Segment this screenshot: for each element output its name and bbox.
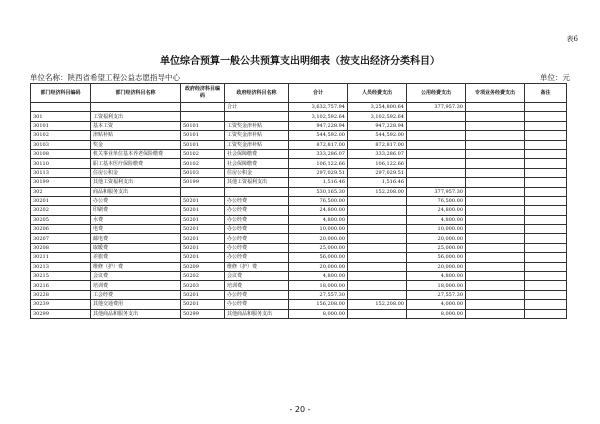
public-cell: 25,000.00 (407, 243, 466, 252)
dept-name-cell: 印刷费 (91, 206, 181, 215)
dept-name-cell: 机关事业单位基本养老保险缴费 (91, 149, 181, 158)
dept-code-cell: 30216 (31, 281, 91, 290)
personnel-cell (348, 253, 407, 262)
dept-code-cell: 30108 (31, 149, 91, 158)
total-cell: 1,516.46 (289, 178, 348, 187)
personnel-cell (348, 206, 407, 215)
dept-code-cell: 30228 (31, 290, 91, 299)
remarks-cell (525, 272, 567, 281)
gov-name-cell (225, 112, 289, 121)
public-cell: 20,000.00 (407, 262, 466, 271)
total-cell: 4,800.00 (289, 215, 348, 224)
personnel-cell (348, 243, 407, 252)
remarks-cell (525, 300, 567, 309)
table-header-row (31, 84, 567, 103)
project-cell (466, 215, 525, 224)
total-cell: 297,029.51 (289, 168, 348, 177)
remarks-cell (525, 121, 567, 130)
dept-name-cell: 奖金 (91, 140, 181, 149)
table-row (31, 168, 567, 177)
table-number-tag: 表6 (566, 35, 578, 43)
col-dept-name-header: 部门经济科目名称 (91, 84, 181, 103)
personnel-cell (348, 215, 407, 224)
personnel-cell: 333,286.07 (348, 149, 407, 158)
dept-code-cell: 30101 (31, 121, 91, 130)
total-cell: 3,632,757.94 (289, 103, 348, 112)
remarks-cell (525, 112, 567, 121)
dept-name-cell: 维修（护）费 (91, 262, 181, 271)
personnel-cell: 872,817.00 (348, 140, 407, 149)
gov-name-cell: 办公经费 (225, 225, 289, 234)
gov-code-cell: 50201 (181, 243, 225, 252)
personnel-cell: 1,516.46 (348, 178, 407, 187)
project-cell (466, 159, 525, 168)
gov-name-cell: 社会保障缴费 (225, 149, 289, 158)
gov-code-cell: 50201 (181, 300, 225, 309)
project-cell (466, 206, 525, 215)
public-cell: 377,957.30 (407, 187, 466, 196)
public-cell (407, 168, 466, 177)
col-project-header: 专项业务经费支出 (466, 84, 525, 103)
gov-code-cell: 50203 (181, 281, 225, 290)
total-cell: 76,500.00 (289, 196, 348, 205)
table-row (31, 178, 567, 187)
remarks-cell (525, 253, 567, 262)
table-row (31, 243, 567, 252)
personnel-cell (348, 290, 407, 299)
col-personnel-header: 人员经费支出 (348, 84, 407, 103)
gov-name-cell: 办公经费 (225, 253, 289, 262)
project-cell (466, 121, 525, 130)
remarks-cell (525, 262, 567, 271)
gov-code-cell: 50201 (181, 196, 225, 205)
project-cell (466, 243, 525, 252)
currency-unit-label: 单位：元 (540, 73, 570, 82)
project-cell (466, 149, 525, 158)
project-cell (466, 140, 525, 149)
public-cell: 20,000.00 (407, 234, 466, 243)
project-cell (466, 290, 525, 299)
dept-code-cell: 30201 (31, 196, 91, 205)
total-cell: 25,000.00 (289, 243, 348, 252)
col-public-header: 公用经费支出 (407, 84, 466, 103)
gov-code-cell: 50201 (181, 290, 225, 299)
total-cell: 56,000.00 (289, 253, 348, 262)
public-cell: 4,000.00 (407, 300, 466, 309)
dept-name-cell: 取暖费 (91, 243, 181, 252)
table-row (31, 234, 567, 243)
gov-code-cell: 50209 (181, 262, 225, 271)
gov-code-cell: 50201 (181, 206, 225, 215)
table-row (31, 253, 567, 262)
page-number: - 20 - (289, 405, 311, 414)
project-cell (466, 272, 525, 281)
gov-name-cell (225, 187, 289, 196)
remarks-cell (525, 243, 567, 252)
project-cell (466, 112, 525, 121)
project-cell (466, 103, 525, 112)
dept-code-cell: 302 (31, 187, 91, 196)
remarks-cell (525, 187, 567, 196)
gov-name-cell: 住房公积金 (225, 168, 289, 177)
unit-name-label: 单位名称：陕西省希望工程公益志愿指导中心 (30, 73, 180, 82)
col-gov-name-header: 政府经济科目名称 (225, 84, 289, 103)
gov-code-cell: 50199 (181, 178, 225, 187)
col-total-header: 合计 (289, 84, 348, 103)
gov-name-cell: 工资奖金津补贴 (225, 131, 289, 140)
dept-name-cell: 培训费 (91, 281, 181, 290)
gov-code-cell: 50201 (181, 225, 225, 234)
gov-code-cell: 50102 (181, 159, 225, 168)
dept-name-cell: 工会经费 (91, 290, 181, 299)
personnel-cell: 152,208.00 (348, 300, 407, 309)
total-cell: 20,000.00 (289, 234, 348, 243)
dept-code-cell: 30206 (31, 225, 91, 234)
project-cell (466, 262, 525, 271)
total-cell: 10,000.00 (289, 225, 348, 234)
dept-name-cell: 会议费 (91, 272, 181, 281)
gov-code-cell: 50299 (181, 309, 225, 318)
remarks-cell (525, 215, 567, 224)
remarks-cell (525, 234, 567, 243)
gov-name-cell: 办公经费 (225, 243, 289, 252)
remarks-cell (525, 149, 567, 158)
dept-code-cell: 30199 (31, 178, 91, 187)
table-row (31, 121, 567, 130)
personnel-cell (348, 309, 407, 318)
table-row (31, 140, 567, 149)
personnel-cell (348, 272, 407, 281)
project-cell (466, 234, 525, 243)
total-cell: 24,800.00 (289, 206, 348, 215)
table-row (31, 112, 567, 121)
dept-code-cell: 30103 (31, 140, 91, 149)
dept-code-cell: 30102 (31, 131, 91, 140)
total-cell: 4,800.00 (289, 272, 348, 281)
gov-name-cell: 办公经费 (225, 196, 289, 205)
public-cell (407, 149, 466, 158)
dept-name-cell: 办公费 (91, 196, 181, 205)
table-row (31, 206, 567, 215)
gov-name-cell: 其他工资福利支出 (225, 178, 289, 187)
project-cell (466, 196, 525, 205)
dept-code-cell: 30208 (31, 243, 91, 252)
personnel-cell (348, 234, 407, 243)
dept-code-cell: 30239 (31, 300, 91, 309)
dept-code-cell (31, 103, 91, 112)
project-cell (466, 178, 525, 187)
personnel-cell: 3,102,592.64 (348, 112, 407, 121)
public-cell: 56,000.00 (407, 253, 466, 262)
total-cell: 333,286.07 (289, 149, 348, 158)
personnel-cell: 297,029.51 (348, 168, 407, 177)
personnel-cell (348, 281, 407, 290)
gov-name-cell: 社会保障缴费 (225, 159, 289, 168)
dept-code-cell: 30215 (31, 272, 91, 281)
public-cell: 27,557.30 (407, 290, 466, 299)
dept-code-cell: 30110 (31, 159, 91, 168)
project-cell (466, 187, 525, 196)
public-cell: 24,800.00 (407, 206, 466, 215)
personnel-cell: 152,208.00 (348, 187, 407, 196)
table-row (31, 103, 567, 112)
personnel-cell (348, 196, 407, 205)
total-cell: 106,122.66 (289, 159, 348, 168)
project-cell (466, 168, 525, 177)
public-cell (407, 159, 466, 168)
dept-name-cell: 津贴补贴 (91, 131, 181, 140)
gov-name-cell: 工资奖金津补贴 (225, 121, 289, 130)
remarks-cell (525, 168, 567, 177)
gov-name-cell: 办公经费 (225, 206, 289, 215)
gov-code-cell: 50101 (181, 131, 225, 140)
table-row (31, 187, 567, 196)
public-cell (407, 178, 466, 187)
gov-code-cell: 50101 (181, 140, 225, 149)
col-gov-code-header: 政府经济科目编码 (181, 84, 225, 103)
table-row (31, 281, 567, 290)
dept-name-cell (91, 103, 181, 112)
public-cell (407, 112, 466, 121)
dept-name-cell: 职工基本医疗保险缴费 (91, 159, 181, 168)
total-cell: 544,592.00 (289, 131, 348, 140)
dept-name-cell: 其他商品和服务支出 (91, 309, 181, 318)
dept-name-cell: 差旅费 (91, 253, 181, 262)
dept-code-cell: 30113 (31, 168, 91, 177)
personnel-cell: 947,228.94 (348, 121, 407, 130)
dept-name-cell: 邮电费 (91, 234, 181, 243)
remarks-cell (525, 206, 567, 215)
remarks-cell (525, 159, 567, 168)
total-cell: 156,208.00 (289, 300, 348, 309)
public-cell: 18,000.00 (407, 281, 466, 290)
project-cell (466, 281, 525, 290)
public-cell (407, 131, 466, 140)
gov-name-cell: 会议费 (225, 272, 289, 281)
project-cell (466, 131, 525, 140)
dept-code-cell: 30211 (31, 253, 91, 262)
public-cell: 8,000.00 (407, 309, 466, 318)
table-row (31, 272, 567, 281)
dept-name-cell: 其他工资福利支出 (91, 178, 181, 187)
col-dept-code-header: 部门经济科目编码 (31, 84, 91, 103)
dept-name-cell: 工资福利支出 (91, 112, 181, 121)
table-row (31, 159, 567, 168)
table-row (31, 309, 567, 318)
public-cell (407, 121, 466, 130)
gov-code-cell: 50101 (181, 121, 225, 130)
dept-code-cell: 301 (31, 112, 91, 121)
page-title: 单位综合预算一般公共预算支出明细表（按支出经济分类科目） (160, 56, 440, 67)
total-cell: 530,165.30 (289, 187, 348, 196)
dept-name-cell: 商品和服务支出 (91, 187, 181, 196)
gov-name-cell: 维修（护）费 (225, 262, 289, 271)
total-cell: 27,557.30 (289, 290, 348, 299)
public-cell (407, 140, 466, 149)
gov-code-cell: 50201 (181, 215, 225, 224)
col-remarks-header: 备注 (525, 84, 567, 103)
dept-name-cell: 电费 (91, 225, 181, 234)
dept-code-cell: 30213 (31, 262, 91, 271)
public-cell: 4,800.00 (407, 272, 466, 281)
project-cell (466, 225, 525, 234)
public-cell: 4,800.00 (407, 215, 466, 224)
gov-code-cell: 50103 (181, 168, 225, 177)
project-cell (466, 309, 525, 318)
dept-name-cell: 其他交通费用 (91, 300, 181, 309)
dept-code-cell: 30299 (31, 309, 91, 318)
remarks-cell (525, 131, 567, 140)
table-row (31, 300, 567, 309)
gov-name-cell: 合计 (225, 103, 289, 112)
gov-name-cell: 办公经费 (225, 300, 289, 309)
remarks-cell (525, 290, 567, 299)
remarks-cell (525, 225, 567, 234)
dept-code-cell: 30207 (31, 234, 91, 243)
gov-name-cell: 培训费 (225, 281, 289, 290)
table-row (31, 290, 567, 299)
table-row (31, 215, 567, 224)
table-row (31, 196, 567, 205)
table-row (31, 262, 567, 271)
dept-name-cell: 基本工资 (91, 121, 181, 130)
remarks-cell (525, 103, 567, 112)
dept-name-cell: 住房公积金 (91, 168, 181, 177)
public-cell: 377,957.30 (407, 103, 466, 112)
remarks-cell (525, 281, 567, 290)
gov-name-cell: 其他商品和服务支出 (225, 309, 289, 318)
gov-name-cell: 工资奖金津补贴 (225, 140, 289, 149)
total-cell: 20,000.00 (289, 262, 348, 271)
table-row (31, 149, 567, 158)
project-cell (466, 253, 525, 262)
total-cell: 8,000.00 (289, 309, 348, 318)
dept-code-cell: 30205 (31, 215, 91, 224)
personnel-cell: 106,122.66 (348, 159, 407, 168)
gov-code-cell (181, 103, 225, 112)
project-cell (466, 300, 525, 309)
gov-code-cell (181, 112, 225, 121)
personnel-cell (348, 225, 407, 234)
remarks-cell (525, 309, 567, 318)
total-cell: 18,000.00 (289, 281, 348, 290)
remarks-cell (525, 178, 567, 187)
total-cell: 947,228.94 (289, 121, 348, 130)
table-row (31, 131, 567, 140)
gov-name-cell: 办公经费 (225, 290, 289, 299)
gov-code-cell: 50201 (181, 253, 225, 262)
gov-code-cell: 50202 (181, 272, 225, 281)
gov-code-cell: 50201 (181, 234, 225, 243)
public-cell: 10,000.00 (407, 225, 466, 234)
remarks-cell (525, 140, 567, 149)
gov-name-cell: 办公经费 (225, 234, 289, 243)
gov-name-cell: 办公经费 (225, 215, 289, 224)
budget-detail-table (30, 83, 567, 319)
personnel-cell (348, 262, 407, 271)
total-cell: 872,817.00 (289, 140, 348, 149)
public-cell: 76,500.00 (407, 196, 466, 205)
gov-code-cell (181, 187, 225, 196)
table-row (31, 225, 567, 234)
personnel-cell: 3,254,800.64 (348, 103, 407, 112)
dept-name-cell: 水费 (91, 215, 181, 224)
gov-code-cell: 50102 (181, 149, 225, 158)
dept-code-cell: 30202 (31, 206, 91, 215)
total-cell: 3,102,592.64 (289, 112, 348, 121)
remarks-cell (525, 196, 567, 205)
personnel-cell: 544,592.00 (348, 131, 407, 140)
